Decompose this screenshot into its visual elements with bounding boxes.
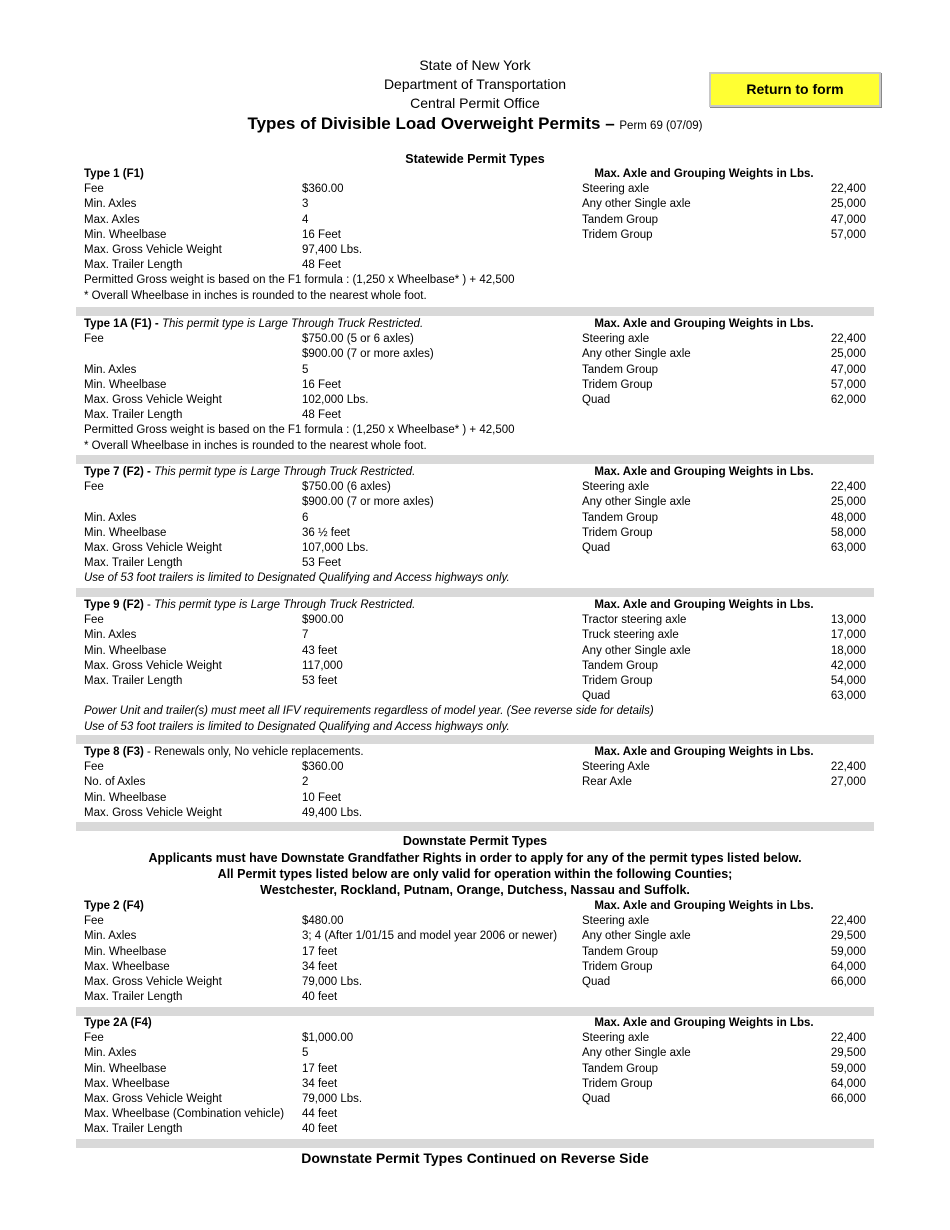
type9-rows <box>84 613 866 704</box>
section-divider <box>76 735 874 744</box>
header-state: State of New York <box>419 57 531 73</box>
axle-group-label: Tandem Group <box>582 945 659 958</box>
spec-row <box>84 791 866 806</box>
spec-row <box>84 659 866 674</box>
type1a-note1 <box>84 423 866 438</box>
spec-value: $750.00 (5 or 6 axles) <box>302 333 414 346</box>
spec-row <box>84 1092 866 1107</box>
spec-label: Min. Axles <box>84 363 137 376</box>
spec-row <box>84 258 866 273</box>
axle-weight: 22,400 <box>830 333 866 346</box>
axle-group-label: Any other Single axle <box>582 348 691 361</box>
axle-weight: 25,000 <box>830 348 866 361</box>
type2a-name: Type 2A (F4) <box>84 1017 152 1029</box>
spec-value: 3; 4 (After 1/01/15 and model year 2006 or newer) <box>302 930 558 943</box>
type1-note1 <box>84 273 866 288</box>
axle-group-label: Quad <box>582 1092 611 1105</box>
spec-row <box>84 228 866 243</box>
spec-row <box>84 674 866 689</box>
type1a-rows <box>84 332 866 423</box>
type8-section <box>84 745 866 821</box>
axle-weight: 13,000 <box>830 614 866 627</box>
return-to-form-button[interactable]: Return to form <box>709 72 881 107</box>
spec-value: 4 <box>302 213 309 226</box>
type2a-header-row <box>84 1016 866 1031</box>
axle-group-label: Tridem Group <box>582 378 653 391</box>
spec-value: 48 Feet <box>302 259 341 272</box>
spec-row <box>84 556 866 571</box>
axle-weight: 57,000 <box>830 228 866 241</box>
spec-row <box>84 960 866 975</box>
axle-weight: 47,000 <box>830 213 866 226</box>
page-title <box>0 114 950 134</box>
axle-weight: 18,000 <box>830 644 866 657</box>
type1a-note1-text: Permitted Gross weight is based on the F1 formula : (1,250 x Wheelbase* ) + 42,500 <box>84 424 515 437</box>
axle-group-label: Tridem Group <box>582 960 653 973</box>
spec-label: Fee <box>84 333 104 346</box>
spec-row <box>84 197 866 212</box>
spec-value: 36 ½ feet <box>302 526 350 539</box>
type1a-desc: This permit type is Large Through Truck Restricted. <box>161 318 424 330</box>
axle-group-label: Steering axle <box>582 333 650 346</box>
type9-section <box>84 598 866 735</box>
axle-weight: 22,400 <box>830 761 866 774</box>
axle-group-label: Any other Single axle <box>582 1047 691 1060</box>
downstate-heading: Downstate Permit Types <box>402 834 548 848</box>
statewide-heading: Statewide Permit Types <box>405 152 545 166</box>
axle-group-label: Quad <box>582 393 611 406</box>
spec-label: Max. Gross Vehicle Weight <box>84 806 222 819</box>
axle-group-label: Quad <box>582 690 611 703</box>
spec-label: Fee <box>84 915 104 928</box>
axle-weight: 29,500 <box>830 930 866 943</box>
type1-rows <box>84 182 866 273</box>
spec-value: $750.00 (6 axles) <box>302 481 391 494</box>
type7-note1-text: Use of 53 foot trailers is limited to Designated Qualifying and Access highways only. <box>84 572 510 585</box>
spec-row <box>84 613 866 628</box>
spec-value: 79,000 Lbs. <box>302 1092 363 1105</box>
spec-value: 5 <box>302 363 309 376</box>
type1-weights-heading: Max. Axle and Grouping Weights in Lbs. <box>594 168 814 180</box>
type9-note1-text: Power Unit and trailer(s) must meet all IFV requirements regardless of model year. (See reverse side for details) <box>84 705 654 718</box>
type2a-rows <box>84 1031 866 1137</box>
axle-group-label: Rear Axle <box>582 776 632 789</box>
downstate-line1: Applicants must have Downstate Grandfather Rights in order to apply for any of the permit types listed below. <box>148 851 802 865</box>
section-divider <box>76 307 874 316</box>
type7-weights-heading: Max. Axle and Grouping Weights in Lbs. <box>594 466 814 478</box>
type2a-section <box>84 1016 866 1138</box>
axle-group-label: Steering axle <box>582 1032 650 1045</box>
axle-weight: 22,400 <box>830 481 866 494</box>
type8-title <box>84 745 364 760</box>
axle-group-label: Steering axle <box>582 481 650 494</box>
type1a-title <box>84 317 423 332</box>
axle-group-label: Quad <box>582 541 611 554</box>
spec-value: 3 <box>302 198 309 211</box>
type9-weights-heading: Max. Axle and Grouping Weights in Lbs. <box>594 599 814 611</box>
axle-weight: 27,000 <box>830 776 866 789</box>
type9-desc: This permit type is Large Through Truck Restricted. <box>154 599 416 611</box>
axle-weight: 66,000 <box>830 975 866 988</box>
spec-label: Max. Gross Vehicle Weight <box>84 659 222 672</box>
spec-value: 40 feet <box>302 991 338 1004</box>
spec-row <box>84 511 866 526</box>
axle-group-label: Tandem Group <box>582 659 659 672</box>
downstate-line3: Westchester, Rockland, Putnam, Orange, Dutchess, Nassau and Suffolk. <box>260 883 690 897</box>
axle-group-label: Tandem Group <box>582 511 659 524</box>
spec-row <box>84 393 866 408</box>
spec-label: Max. Wheelbase <box>84 960 170 973</box>
axle-weight: 22,400 <box>830 915 866 928</box>
section-divider <box>76 455 874 464</box>
spec-value: 5 <box>302 1047 309 1060</box>
page-title-text: Types of Divisible Load Overweight Permits <box>247 114 601 133</box>
spec-value: 48 Feet <box>302 409 341 422</box>
axle-weight: 57,000 <box>830 378 866 391</box>
type2-header-row <box>84 899 866 914</box>
spec-value: 16 Feet <box>302 378 341 391</box>
header-department: Department of Transportation <box>383 76 567 92</box>
spec-label: Max. Wheelbase (Combination vehicle) <box>84 1108 285 1121</box>
spec-value: 2 <box>302 776 309 789</box>
axle-weight: 59,000 <box>830 945 866 958</box>
axle-group-label: Tridem Group <box>582 674 653 687</box>
axle-group-label: Tridem Group <box>582 1077 653 1090</box>
axle-group-label: Truck steering axle <box>582 629 679 642</box>
axle-weight: 47,000 <box>830 363 866 376</box>
spec-label: Max. Gross Vehicle Weight <box>84 393 222 406</box>
spec-row <box>84 990 866 1005</box>
axle-group-label: Steering Axle <box>582 761 650 774</box>
spec-value: 16 Feet <box>302 228 341 241</box>
axle-group-label: Tandem Group <box>582 213 659 226</box>
spec-row <box>84 1107 866 1122</box>
type2-weights-heading: Max. Axle and Grouping Weights in Lbs. <box>594 900 814 912</box>
spec-label: Max. Axles <box>84 213 140 226</box>
spec-value: 49,400 Lbs. <box>302 806 363 819</box>
type2-rows <box>84 914 866 1005</box>
spec-row <box>84 363 866 378</box>
type1-header-row <box>84 167 866 182</box>
spec-value: $900.00 (7 or more axles) <box>302 348 434 361</box>
spec-row <box>84 1046 866 1061</box>
spec-row <box>84 378 866 393</box>
spec-value: 117,000 <box>302 659 343 672</box>
axle-group-label: Quad <box>582 975 611 988</box>
spec-label: Fee <box>84 183 104 196</box>
spec-row <box>84 332 866 347</box>
type2a-weights-heading: Max. Axle and Grouping Weights in Lbs. <box>594 1017 814 1029</box>
axle-weight: 48,000 <box>830 511 866 524</box>
axle-weight: 54,000 <box>830 674 866 687</box>
spec-value: $900.00 <box>302 614 344 627</box>
axle-group-label: Tridem Group <box>582 526 653 539</box>
type7-note1 <box>84 571 866 586</box>
spec-label: Min. Wheelbase <box>84 228 167 241</box>
downstate-line2: All Permit types listed below are only valid for operation within the following Counties; <box>217 867 733 881</box>
spec-label: Max. Trailer Length <box>84 259 183 272</box>
spec-row <box>84 929 866 944</box>
spec-value: $360.00 <box>302 183 344 196</box>
footer-note: Downstate Permit Types Continued on Reverse Side <box>301 1150 649 1166</box>
spec-value: $480.00 <box>302 915 344 928</box>
spec-value: 44 feet <box>302 1108 338 1121</box>
type8-desc: - Renewals only, No vehicle replacements. <box>143 746 364 758</box>
spec-label: Min. Axles <box>84 511 137 524</box>
spec-value: 17 feet <box>302 945 338 958</box>
spec-value: 10 Feet <box>302 791 341 804</box>
axle-weight: 22,400 <box>830 183 866 196</box>
section-divider <box>76 822 874 831</box>
axle-weight: 62,000 <box>830 393 866 406</box>
spec-label: Fee <box>84 1032 104 1045</box>
spec-label: Max. Gross Vehicle Weight <box>84 541 222 554</box>
spec-value: 53 Feet <box>302 557 341 570</box>
spec-label: Min. Axles <box>84 930 137 943</box>
axle-weight: 25,000 <box>830 496 866 509</box>
spec-value: 6 <box>302 511 309 524</box>
spec-row <box>84 408 866 423</box>
axle-weight: 63,000 <box>830 541 866 554</box>
spec-row <box>84 347 866 362</box>
spec-row <box>84 914 866 929</box>
type2-section <box>84 899 866 1005</box>
type1a-header-row <box>84 317 866 332</box>
spec-row <box>84 213 866 228</box>
spec-label: Min. Axles <box>84 198 137 211</box>
type7-section <box>84 465 866 587</box>
axle-weight: 17,000 <box>830 629 866 642</box>
spec-label: Min. Wheelbase <box>84 378 167 391</box>
type2-name: Type 2 (F4) <box>84 900 144 912</box>
page-title-dash: – <box>600 114 620 133</box>
spec-label: Min. Wheelbase <box>84 526 167 539</box>
spec-row <box>84 1031 866 1046</box>
spec-row <box>84 1062 866 1077</box>
spec-row <box>84 644 866 659</box>
spec-row <box>84 495 866 510</box>
type1-note2-text: * Overall Wheelbase in inches is rounded to the nearest whole foot. <box>84 289 427 302</box>
spec-label: Min. Axles <box>84 629 137 642</box>
section-divider <box>76 1007 874 1016</box>
spec-value: 102,000 Lbs. <box>302 393 369 406</box>
axle-weight: 58,000 <box>830 526 866 539</box>
type9-dash: - <box>143 599 155 611</box>
type7-title <box>84 465 415 480</box>
type7-name: Type 7 (F2) - <box>84 466 155 478</box>
spec-label: Max. Trailer Length <box>84 674 183 687</box>
axle-group-label: Tandem Group <box>582 363 659 376</box>
spec-row <box>84 541 866 556</box>
type1a-weights-heading: Max. Axle and Grouping Weights in Lbs. <box>594 318 814 330</box>
type9-title <box>84 598 415 613</box>
spec-row <box>84 1122 866 1137</box>
axle-weight: 25,000 <box>830 198 866 211</box>
type1-section <box>84 167 866 304</box>
spec-label: Min. Axles <box>84 1047 137 1060</box>
spec-label: No. of Axles <box>84 776 146 789</box>
spec-row <box>84 480 866 495</box>
spec-label: Fee <box>84 761 104 774</box>
spec-label: Max. Gross Vehicle Weight <box>84 1092 222 1105</box>
type1a-note2-text: * Overall Wheelbase in inches is rounded to the nearest whole foot. <box>84 439 427 452</box>
spec-value: $360.00 <box>302 761 344 774</box>
axle-group-label: Tandem Group <box>582 1062 659 1075</box>
type9-note2-text: Use of 53 foot trailers is limited to Designated Qualifying and Access highways only. <box>84 720 510 733</box>
type9-name: Type 9 (F2) <box>84 599 144 611</box>
type8-weights-heading: Max. Axle and Grouping Weights in Lbs. <box>594 746 814 758</box>
spec-label: Max. Trailer Length <box>84 1123 183 1136</box>
spec-label: Min. Wheelbase <box>84 644 167 657</box>
type1-note1-text: Permitted Gross weight is based on the F1 formula : (1,250 x Wheelbase* ) + 42,500 <box>84 274 515 287</box>
axle-group-label: Any other Single axle <box>582 496 691 509</box>
spec-row <box>84 526 866 541</box>
axle-group-label: Tractor steering axle <box>582 614 687 627</box>
type7-header-row <box>84 465 866 480</box>
spec-value: 34 feet <box>302 1077 338 1090</box>
spec-value: $900.00 (7 or more axles) <box>302 496 434 509</box>
spec-row <box>84 628 866 643</box>
spec-row <box>84 243 866 258</box>
section-divider <box>76 588 874 597</box>
spec-label: Max. Gross Vehicle Weight <box>84 243 222 256</box>
type8-header-row <box>84 745 866 760</box>
axle-group-label: Steering axle <box>582 183 650 196</box>
axle-weight: 22,400 <box>830 1032 866 1045</box>
section-divider <box>76 1139 874 1148</box>
spec-label: Fee <box>84 481 104 494</box>
spec-row <box>84 775 866 790</box>
axle-group-label: Steering axle <box>582 915 650 928</box>
type9-note2 <box>84 720 866 735</box>
type1a-note2 <box>84 439 866 454</box>
type7-rows <box>84 480 866 571</box>
spec-row <box>84 760 866 775</box>
type8-rows <box>84 760 866 821</box>
axle-weight: 29,500 <box>830 1047 866 1060</box>
spec-row <box>84 689 866 704</box>
axle-weight: 66,000 <box>830 1092 866 1105</box>
spec-row <box>84 182 866 197</box>
spec-value: $1,000.00 <box>302 1032 354 1045</box>
axle-weight: 64,000 <box>830 1077 866 1090</box>
spec-value: 34 feet <box>302 960 338 973</box>
type1a-section <box>84 317 866 454</box>
spec-label: Max. Trailer Length <box>84 991 183 1004</box>
type1-name: Type 1 (F1) <box>84 168 144 180</box>
form-number: Perm 69 (07/09) <box>619 120 703 132</box>
spec-row <box>84 945 866 960</box>
type9-note1 <box>84 704 866 719</box>
spec-value: 17 feet <box>302 1062 338 1075</box>
spec-row <box>84 806 866 821</box>
header-office: Central Permit Office <box>410 95 540 111</box>
type8-name: Type 8 (F3) <box>84 746 144 758</box>
axle-weight: 42,000 <box>830 659 866 672</box>
type7-desc: This permit type is Large Through Truck Restricted. <box>154 466 416 478</box>
spec-label: Max. Wheelbase <box>84 1077 170 1090</box>
type1-note2 <box>84 289 866 304</box>
spec-label: Max. Gross Vehicle Weight <box>84 975 222 988</box>
spec-row <box>84 975 866 990</box>
spec-label: Min. Wheelbase <box>84 791 167 804</box>
axle-group-label: Tridem Group <box>582 228 653 241</box>
spec-value: 53 feet <box>302 674 338 687</box>
axle-group-label: Any other Single axle <box>582 644 691 657</box>
spec-value: 79,000 Lbs. <box>302 975 363 988</box>
spec-value: 7 <box>302 629 309 642</box>
spec-value: 97,400 Lbs. <box>302 243 363 256</box>
axle-group-label: Any other Single axle <box>582 198 691 211</box>
spec-value: 43 feet <box>302 644 338 657</box>
spec-label: Max. Trailer Length <box>84 557 183 570</box>
axle-weight: 64,000 <box>830 960 866 973</box>
spec-row <box>84 1077 866 1092</box>
axle-group-label: Any other Single axle <box>582 930 691 943</box>
spec-label: Min. Wheelbase <box>84 1062 167 1075</box>
spec-value: 107,000 Lbs. <box>302 541 369 554</box>
spec-label: Min. Wheelbase <box>84 945 167 958</box>
type9-header-row <box>84 598 866 613</box>
spec-value: 40 feet <box>302 1123 338 1136</box>
axle-weight: 63,000 <box>830 690 866 703</box>
type1a-name: Type 1A (F1) - <box>84 318 162 330</box>
axle-weight: 59,000 <box>830 1062 866 1075</box>
spec-label: Fee <box>84 614 104 627</box>
spec-label: Max. Trailer Length <box>84 409 183 422</box>
